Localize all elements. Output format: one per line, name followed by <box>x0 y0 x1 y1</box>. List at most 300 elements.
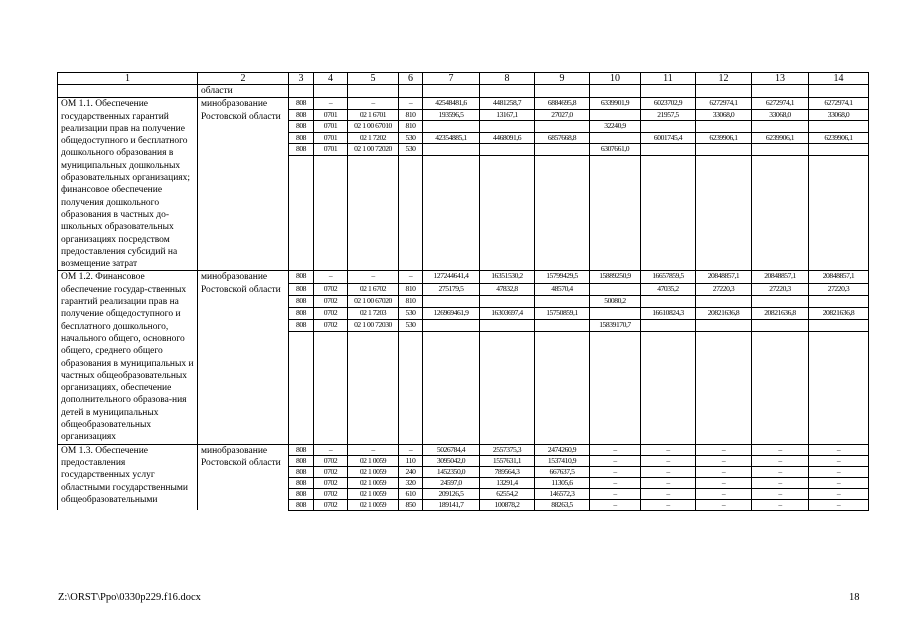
executor-cell: минобразование Ростовской области <box>198 271 289 444</box>
empty-cell <box>348 155 399 166</box>
value-cell: 6857668,8 <box>535 132 590 143</box>
continuation-cell <box>590 85 641 98</box>
column-header-14: 14 <box>809 73 869 85</box>
value-cell: 20848857,1 <box>696 271 752 283</box>
value-cell: 808 <box>289 121 314 132</box>
empty-cell <box>289 155 314 166</box>
empty-cell <box>641 208 696 218</box>
empty-cell <box>348 432 399 444</box>
value-cell <box>480 320 535 332</box>
empty-cell <box>480 229 535 239</box>
value-cell: – <box>641 488 696 499</box>
value-cell: 789564,3 <box>480 466 535 477</box>
continuation-cell <box>58 85 198 98</box>
value-cell: 850 <box>399 499 423 510</box>
empty-cell <box>314 249 348 259</box>
value-cell <box>535 121 590 132</box>
value-cell: – <box>696 488 752 499</box>
value-cell: 810 <box>399 283 423 295</box>
empty-cell <box>399 187 423 197</box>
value-cell: 02 1 6702 <box>348 283 399 295</box>
empty-cell <box>314 208 348 218</box>
value-cell: 27220,3 <box>696 283 752 295</box>
value-cell: 808 <box>289 320 314 332</box>
value-cell: 808 <box>289 144 314 155</box>
value-cell <box>752 121 809 132</box>
empty-cell <box>289 166 314 176</box>
column-header-6: 6 <box>399 73 423 85</box>
empty-cell <box>641 218 696 228</box>
value-cell: 16657859,5 <box>641 271 696 283</box>
value-cell: 13167,1 <box>480 109 535 120</box>
empty-cell <box>399 377 423 388</box>
value-cell: – <box>752 488 809 499</box>
value-cell: 42354885,1 <box>423 132 480 143</box>
value-cell <box>480 295 535 307</box>
empty-cell <box>480 208 535 218</box>
value-cell <box>641 121 696 132</box>
value-cell: 33068,0 <box>752 109 809 120</box>
empty-cell <box>423 229 480 239</box>
empty-cell <box>590 432 641 444</box>
empty-cell <box>348 166 399 176</box>
empty-cell <box>289 218 314 228</box>
empty-cell <box>590 218 641 228</box>
empty-cell <box>423 218 480 228</box>
value-cell: 6239906,1 <box>752 132 809 143</box>
empty-cell <box>809 399 869 410</box>
value-cell: 0702 <box>314 283 348 295</box>
empty-cell <box>314 432 348 444</box>
empty-cell <box>289 421 314 432</box>
value-cell: 320 <box>399 477 423 488</box>
empty-cell <box>535 187 590 197</box>
empty-cell <box>423 177 480 187</box>
empty-cell <box>535 239 590 249</box>
continuation-cell <box>399 85 423 98</box>
empty-cell <box>314 260 348 271</box>
empty-cell <box>480 421 535 432</box>
empty-cell <box>590 197 641 207</box>
empty-cell <box>590 377 641 388</box>
value-cell: 20848857,1 <box>752 271 809 283</box>
empty-cell <box>809 377 869 388</box>
empty-cell <box>590 344 641 355</box>
empty-cell <box>809 187 869 197</box>
empty-cell <box>423 208 480 218</box>
empty-cell <box>289 239 314 249</box>
empty-cell <box>480 166 535 176</box>
empty-cell <box>696 155 752 166</box>
value-cell: 13291,4 <box>480 477 535 488</box>
value-cell: 20821636,8 <box>752 308 809 320</box>
value-cell: – <box>590 499 641 510</box>
value-cell: 808 <box>289 295 314 307</box>
empty-cell <box>348 218 399 228</box>
empty-cell <box>348 332 399 344</box>
value-cell: – <box>752 477 809 488</box>
value-cell: – <box>590 444 641 455</box>
value-cell: 0702 <box>314 320 348 332</box>
value-cell: 20821636,8 <box>809 308 869 320</box>
value-cell: 0702 <box>314 308 348 320</box>
empty-cell <box>535 197 590 207</box>
value-cell: – <box>641 466 696 477</box>
value-cell: – <box>809 488 869 499</box>
value-cell: – <box>752 455 809 466</box>
value-cell: 127244641,4 <box>423 271 480 283</box>
value-cell: 15750859,1 <box>535 308 590 320</box>
empty-cell <box>809 177 869 187</box>
value-cell: 146572,3 <box>535 488 590 499</box>
empty-cell <box>535 410 590 421</box>
value-cell: 24597,0 <box>423 477 480 488</box>
value-cell: 6239906,1 <box>809 132 869 143</box>
continuation-cell <box>696 85 752 98</box>
empty-cell <box>423 410 480 421</box>
value-cell: 32240,9 <box>590 121 641 132</box>
value-cell: 47035,2 <box>641 283 696 295</box>
continuation-cell <box>809 85 869 98</box>
empty-cell <box>535 260 590 271</box>
value-cell: 275179,5 <box>423 283 480 295</box>
empty-cell <box>535 229 590 239</box>
column-header-4: 4 <box>314 73 348 85</box>
empty-cell <box>314 377 348 388</box>
value-cell: 0702 <box>314 499 348 510</box>
empty-cell <box>480 155 535 166</box>
value-cell: – <box>809 455 869 466</box>
empty-cell <box>480 399 535 410</box>
empty-cell <box>535 332 590 344</box>
value-cell <box>480 121 535 132</box>
empty-cell <box>423 249 480 259</box>
empty-cell <box>399 421 423 432</box>
empty-cell <box>399 344 423 355</box>
empty-cell <box>752 399 809 410</box>
table-row <box>58 98 869 109</box>
empty-cell <box>641 366 696 377</box>
value-cell: – <box>590 466 641 477</box>
empty-cell <box>752 218 809 228</box>
footer-file-path: Z:\ORST\Ppo\0330p229.f16.docx <box>58 592 201 603</box>
value-cell: – <box>590 488 641 499</box>
empty-cell <box>480 366 535 377</box>
empty-cell <box>480 344 535 355</box>
empty-cell <box>348 355 399 366</box>
empty-cell <box>752 249 809 259</box>
value-cell: – <box>314 444 348 455</box>
value-cell: 3095042,0 <box>423 455 480 466</box>
empty-cell <box>399 197 423 207</box>
column-header-13: 13 <box>752 73 809 85</box>
value-cell: 27027,0 <box>535 109 590 120</box>
empty-cell <box>348 344 399 355</box>
empty-cell <box>752 260 809 271</box>
column-header-8: 8 <box>480 73 535 85</box>
empty-cell <box>399 388 423 399</box>
empty-cell <box>289 355 314 366</box>
value-cell: 11305,6 <box>535 477 590 488</box>
empty-cell <box>480 218 535 228</box>
value-cell: 16303697,4 <box>480 308 535 320</box>
value-cell <box>423 121 480 132</box>
empty-cell <box>480 377 535 388</box>
empty-cell <box>696 355 752 366</box>
empty-cell <box>289 332 314 344</box>
value-cell: 02 1 0059 <box>348 477 399 488</box>
empty-cell <box>289 187 314 197</box>
empty-cell <box>289 344 314 355</box>
empty-cell <box>289 208 314 218</box>
value-cell: 530 <box>399 132 423 143</box>
value-cell: 5026784,4 <box>423 444 480 455</box>
empty-cell <box>399 410 423 421</box>
value-cell: 15889250,9 <box>590 271 641 283</box>
empty-cell <box>480 260 535 271</box>
value-cell <box>590 109 641 120</box>
empty-cell <box>641 377 696 388</box>
empty-cell <box>752 344 809 355</box>
empty-cell <box>348 377 399 388</box>
empty-cell <box>423 344 480 355</box>
value-cell: 0701 <box>314 132 348 143</box>
value-cell <box>809 320 869 332</box>
value-cell: 02 1 6701 <box>348 109 399 120</box>
value-cell: 0701 <box>314 121 348 132</box>
empty-cell <box>809 208 869 218</box>
empty-cell <box>314 197 348 207</box>
empty-cell <box>590 355 641 366</box>
value-cell: 610 <box>399 488 423 499</box>
empty-cell <box>348 388 399 399</box>
empty-cell <box>752 332 809 344</box>
empty-cell <box>348 249 399 259</box>
value-cell <box>590 132 641 143</box>
value-cell: 530 <box>399 144 423 155</box>
value-cell: 2474260,9 <box>535 444 590 455</box>
empty-cell <box>752 355 809 366</box>
empty-cell <box>696 218 752 228</box>
value-cell <box>809 121 869 132</box>
value-cell: 209126,5 <box>423 488 480 499</box>
empty-cell <box>809 197 869 207</box>
empty-cell <box>348 366 399 377</box>
empty-cell <box>480 239 535 249</box>
empty-cell <box>348 208 399 218</box>
empty-cell <box>590 332 641 344</box>
value-cell <box>423 144 480 155</box>
empty-cell <box>535 344 590 355</box>
value-cell: 0702 <box>314 466 348 477</box>
value-cell: 810 <box>399 121 423 132</box>
empty-cell <box>696 187 752 197</box>
continuation-cell <box>348 85 399 98</box>
empty-cell <box>590 388 641 399</box>
empty-cell <box>809 218 869 228</box>
empty-cell <box>314 344 348 355</box>
value-cell: 21957,5 <box>641 109 696 120</box>
value-cell: 4481258,7 <box>480 98 535 109</box>
empty-cell <box>423 239 480 249</box>
empty-cell <box>641 187 696 197</box>
value-cell: – <box>641 455 696 466</box>
empty-cell <box>423 421 480 432</box>
value-cell: – <box>590 455 641 466</box>
value-cell <box>696 320 752 332</box>
value-cell <box>590 308 641 320</box>
empty-cell <box>696 208 752 218</box>
value-cell: 02 1 00 67020 <box>348 295 399 307</box>
empty-cell <box>696 239 752 249</box>
empty-cell <box>641 166 696 176</box>
value-cell: 6272974,1 <box>752 98 809 109</box>
value-cell: 1452350,0 <box>423 466 480 477</box>
value-cell: 48570,4 <box>535 283 590 295</box>
empty-cell <box>314 355 348 366</box>
empty-cell <box>752 177 809 187</box>
empty-cell <box>480 249 535 259</box>
empty-cell <box>289 377 314 388</box>
empty-cell <box>535 218 590 228</box>
empty-cell <box>696 421 752 432</box>
value-cell <box>752 320 809 332</box>
empty-cell <box>590 421 641 432</box>
value-cell: 808 <box>289 477 314 488</box>
empty-cell <box>752 197 809 207</box>
empty-cell <box>399 432 423 444</box>
value-cell: 16610824,3 <box>641 308 696 320</box>
empty-cell <box>348 399 399 410</box>
value-cell: 15839170,7 <box>590 320 641 332</box>
continuation-cell <box>752 85 809 98</box>
empty-cell <box>809 388 869 399</box>
empty-cell <box>314 388 348 399</box>
empty-cell <box>314 239 348 249</box>
empty-cell <box>590 229 641 239</box>
empty-cell <box>423 377 480 388</box>
value-cell <box>641 320 696 332</box>
value-cell: 02 1 00 72030 <box>348 320 399 332</box>
empty-cell <box>423 366 480 377</box>
empty-cell <box>423 166 480 176</box>
empty-cell <box>809 239 869 249</box>
empty-cell <box>289 432 314 444</box>
empty-cell <box>641 355 696 366</box>
empty-cell <box>535 155 590 166</box>
value-cell: 27220,3 <box>809 283 869 295</box>
empty-cell <box>535 388 590 399</box>
empty-cell <box>289 177 314 187</box>
empty-cell <box>590 366 641 377</box>
empty-cell <box>696 229 752 239</box>
empty-cell <box>289 260 314 271</box>
value-cell: 530 <box>399 320 423 332</box>
continuation-cell <box>535 85 590 98</box>
empty-cell <box>752 421 809 432</box>
empty-cell <box>752 155 809 166</box>
empty-cell <box>399 399 423 410</box>
table-row <box>58 444 869 455</box>
empty-cell <box>696 249 752 259</box>
empty-cell <box>590 249 641 259</box>
empty-cell <box>641 399 696 410</box>
value-cell: 33068,0 <box>696 109 752 120</box>
empty-cell <box>480 388 535 399</box>
measure-description: ОМ 1.3. Обеспечение предоставления государственных услуг областными государственными общеобразовательными <box>58 444 198 510</box>
value-cell: 33068,0 <box>809 109 869 120</box>
empty-cell <box>696 344 752 355</box>
empty-cell <box>399 155 423 166</box>
empty-cell <box>289 229 314 239</box>
value-cell: – <box>590 477 641 488</box>
value-cell: – <box>696 499 752 510</box>
empty-cell <box>809 355 869 366</box>
empty-cell <box>535 355 590 366</box>
empty-cell <box>480 177 535 187</box>
value-cell: 240 <box>399 466 423 477</box>
empty-cell <box>348 410 399 421</box>
empty-cell <box>348 229 399 239</box>
value-cell <box>809 295 869 307</box>
empty-cell <box>314 229 348 239</box>
empty-cell <box>641 177 696 187</box>
empty-cell <box>314 366 348 377</box>
value-cell: 6001745,4 <box>641 132 696 143</box>
empty-cell <box>590 410 641 421</box>
empty-cell <box>590 166 641 176</box>
empty-cell <box>696 332 752 344</box>
measure-description: ОМ 1.1. Обеспечение государственных гарантий реализации прав на получение общедоступного и бесплатного дошкольного образования в муниципальных дошкольных образовательных организациях; финансовое обеспечение получения дошкольного образования в частных до-школьных образовательных организациях посредством предоставления субсидий на возмещение затрат <box>58 98 198 271</box>
empty-cell <box>423 399 480 410</box>
value-cell: 62554,2 <box>480 488 535 499</box>
column-header-1: 1 <box>58 73 198 85</box>
empty-cell <box>696 166 752 176</box>
empty-cell <box>641 239 696 249</box>
continuation-row <box>58 85 869 98</box>
value-cell: 1537410,9 <box>535 455 590 466</box>
value-cell: – <box>641 499 696 510</box>
value-cell: 808 <box>289 488 314 499</box>
value-cell: 02 1 00 72020 <box>348 144 399 155</box>
empty-cell <box>399 355 423 366</box>
value-cell: 808 <box>289 109 314 120</box>
empty-cell <box>641 432 696 444</box>
column-header-10: 10 <box>590 73 641 85</box>
continuation-cell: области <box>198 85 289 98</box>
value-cell: 02 1 00 67010 <box>348 121 399 132</box>
header-row <box>58 73 869 85</box>
empty-cell <box>752 377 809 388</box>
empty-cell <box>641 421 696 432</box>
empty-cell <box>590 177 641 187</box>
empty-cell <box>423 260 480 271</box>
value-cell: 27220,3 <box>752 283 809 295</box>
value-cell <box>590 283 641 295</box>
value-cell: 6239906,1 <box>696 132 752 143</box>
value-cell: 42548481,6 <box>423 98 480 109</box>
empty-cell <box>399 260 423 271</box>
empty-cell <box>399 177 423 187</box>
value-cell: – <box>399 271 423 283</box>
empty-cell <box>752 366 809 377</box>
empty-cell <box>535 177 590 187</box>
empty-cell <box>289 197 314 207</box>
empty-cell <box>314 399 348 410</box>
value-cell: – <box>752 499 809 510</box>
continuation-cell <box>314 85 348 98</box>
value-cell: 808 <box>289 444 314 455</box>
